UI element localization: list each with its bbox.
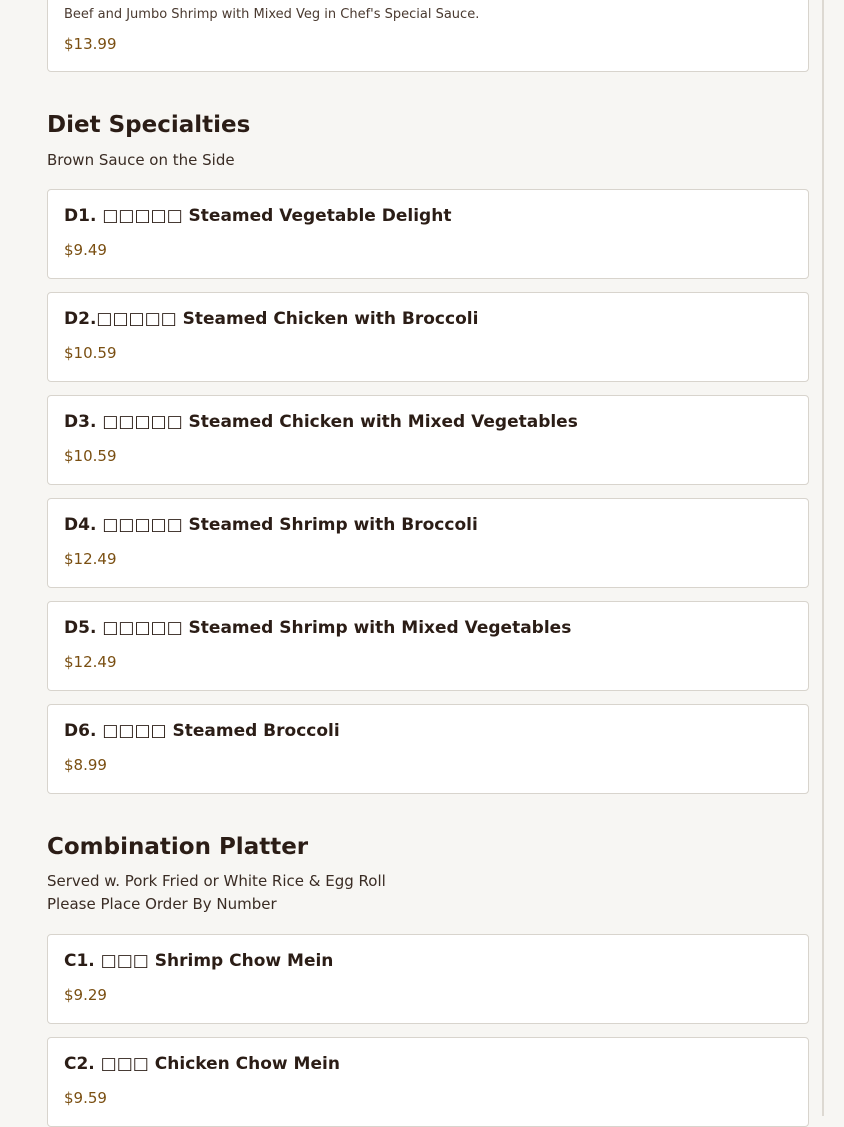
menu-item-card-c1[interactable] <box>47 934 809 1024</box>
menu-item-price: $12.49 <box>64 550 117 568</box>
menu-item-price: $13.99 <box>64 35 117 53</box>
section-subtitle: Served w. Pork Fried or White Rice & Egg Roll <box>47 872 386 890</box>
section-title-combination-platter: Combination Platter <box>47 834 309 860</box>
menu-item-card-d5[interactable] <box>47 601 809 691</box>
menu-item-card-d1[interactable] <box>47 189 809 279</box>
menu-item-price: $9.49 <box>64 241 107 259</box>
menu-item-name: D1. □□□□□ Steamed Vegetable Delight <box>64 206 452 226</box>
menu-item-card-d6[interactable] <box>47 704 809 794</box>
menu-item-price: $9.29 <box>64 986 107 1004</box>
menu-item-price: $8.99 <box>64 756 107 774</box>
menu-item-description: Beef and Jumbo Shrimp with Mixed Veg in Chef's Special Sauce. <box>64 7 480 22</box>
menu-item-name: D2.□□□□□ Steamed Chicken with Broccoli <box>64 309 479 329</box>
menu-item-name: C2. □□□ Chicken Chow Mein <box>64 1054 340 1074</box>
section-subtitle: Brown Sauce on the Side <box>47 151 235 169</box>
section-subtitle-2: Please Place Order By Number <box>47 895 277 913</box>
menu-item-card-d3[interactable] <box>47 395 809 485</box>
page-right-border <box>822 0 824 1116</box>
menu-item-price: $10.59 <box>64 344 117 362</box>
menu-item-card-c2[interactable] <box>47 1037 809 1127</box>
menu-item-card-top[interactable] <box>47 0 809 72</box>
section-title-diet-specialties: Diet Specialties <box>47 112 251 138</box>
menu-item-name: D3. □□□□□ Steamed Chicken with Mixed Vegetables <box>64 412 578 432</box>
menu-item-name: D5. □□□□□ Steamed Shrimp with Mixed Vegetables <box>64 618 572 638</box>
menu-item-price: $12.49 <box>64 653 117 671</box>
menu-item-price: $9.59 <box>64 1089 107 1107</box>
menu-item-card-d2[interactable] <box>47 292 809 382</box>
menu-item-name: C1. □□□ Shrimp Chow Mein <box>64 951 334 971</box>
menu-item-price: $10.59 <box>64 447 117 465</box>
menu-item-name: D4. □□□□□ Steamed Shrimp with Broccoli <box>64 515 478 535</box>
menu-item-card-d4[interactable] <box>47 498 809 588</box>
menu-item-name: D6. □□□□ Steamed Broccoli <box>64 721 340 741</box>
